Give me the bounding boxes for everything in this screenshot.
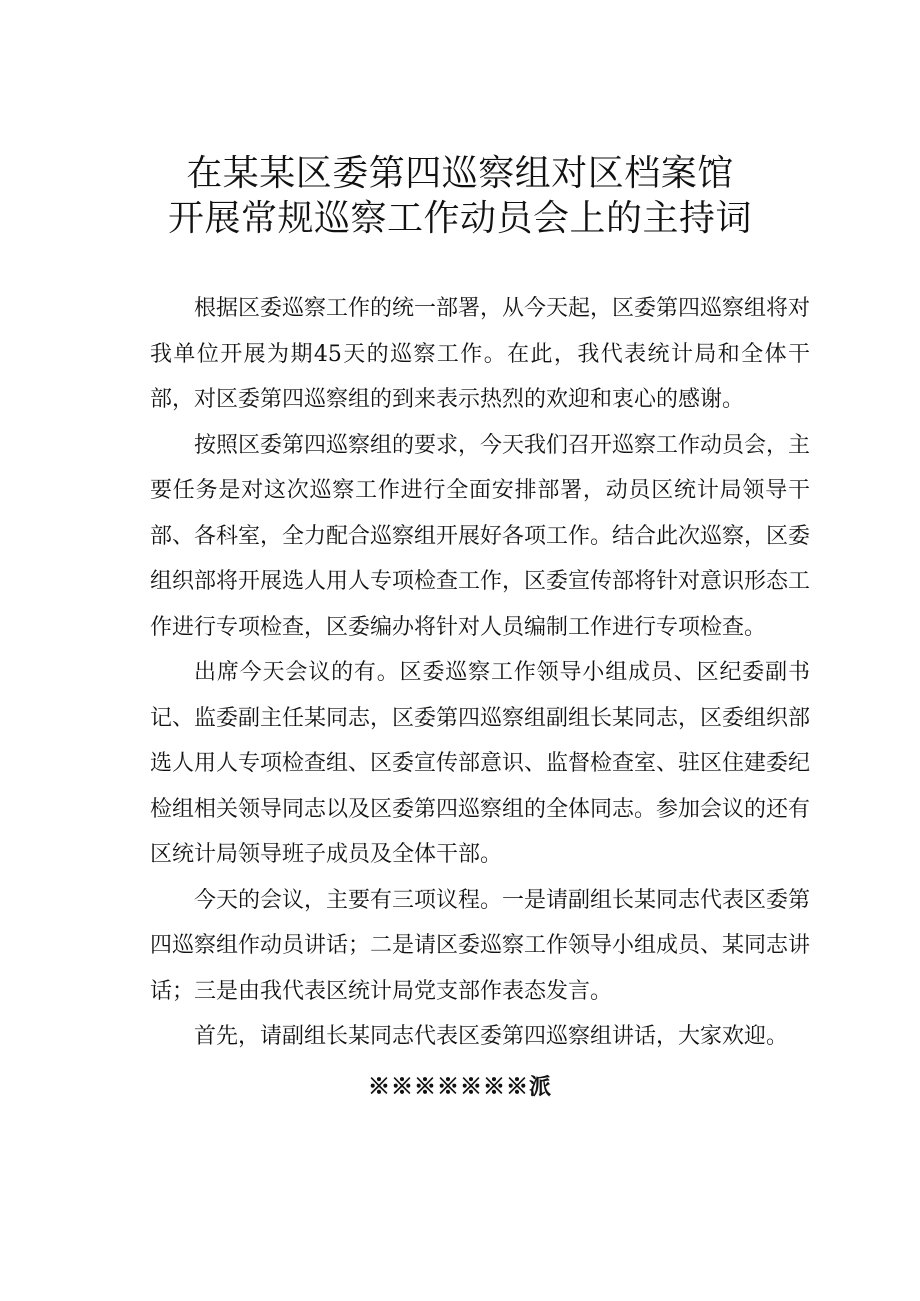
document-body bbox=[150, 286, 810, 1060]
paragraph-1: 根据区委巡察工作的统一部署，从今天起，区委第四巡察组将对我单位开展为期45天的巡察工作。在此，我代表统计局和全体干部，对区委第四巡察组的到来表示热烈的欢迎和衷心的感谢。 bbox=[150, 296, 811, 412]
document-signature: ※※※※※※※派 bbox=[367, 1074, 552, 1100]
document-title-line-2: 开展常规巡察工作动员会上的主持词 bbox=[167, 198, 752, 239]
document-title-line-1: 在某某区委第四巡察组对区档案馆 bbox=[186, 153, 734, 194]
paragraph-3: 出席今天会议的有。区委巡察工作领导小组成员、区纪委副书记、监委副主任某同志，区委第四巡察组副组长某同志，区委组织部选人用人专项检查组、区委宣传部意识、监督检查室、驻区住建委纪检组相关领导同志以及区委第四巡察组的全体同志。参加会议的还有区统计局领导班子成员及全体干部。 bbox=[150, 660, 811, 867]
paragraph-2: 按照区委第四巡察组的要求，今天我们召开巡察工作动员会，主要任务是对这次巡察工作进行全面安排部署，动员区统计局领导干部、各科室，全力配合巡察组开展好各项工作。结合此次巡察，区委组织部将开展选人用人专项检查工作，区委宣传部将针对意识形态工作进行专项检查，区委编办将针对人员编制工作进行专项检查。 bbox=[150, 432, 811, 640]
paragraph-5: 首先，请副组长某同志代表区委第四巡察组讲话，大家欢迎。 bbox=[194, 1024, 789, 1049]
paragraph-4: 今天的会议，主要有三项议程。一是请副组长某同志代表区委第四巡察组作动员讲话；二是请区委巡察工作领导小组成员、某同志讲话；三是由我代表区统计局党支部作表态发言。 bbox=[150, 887, 811, 1004]
